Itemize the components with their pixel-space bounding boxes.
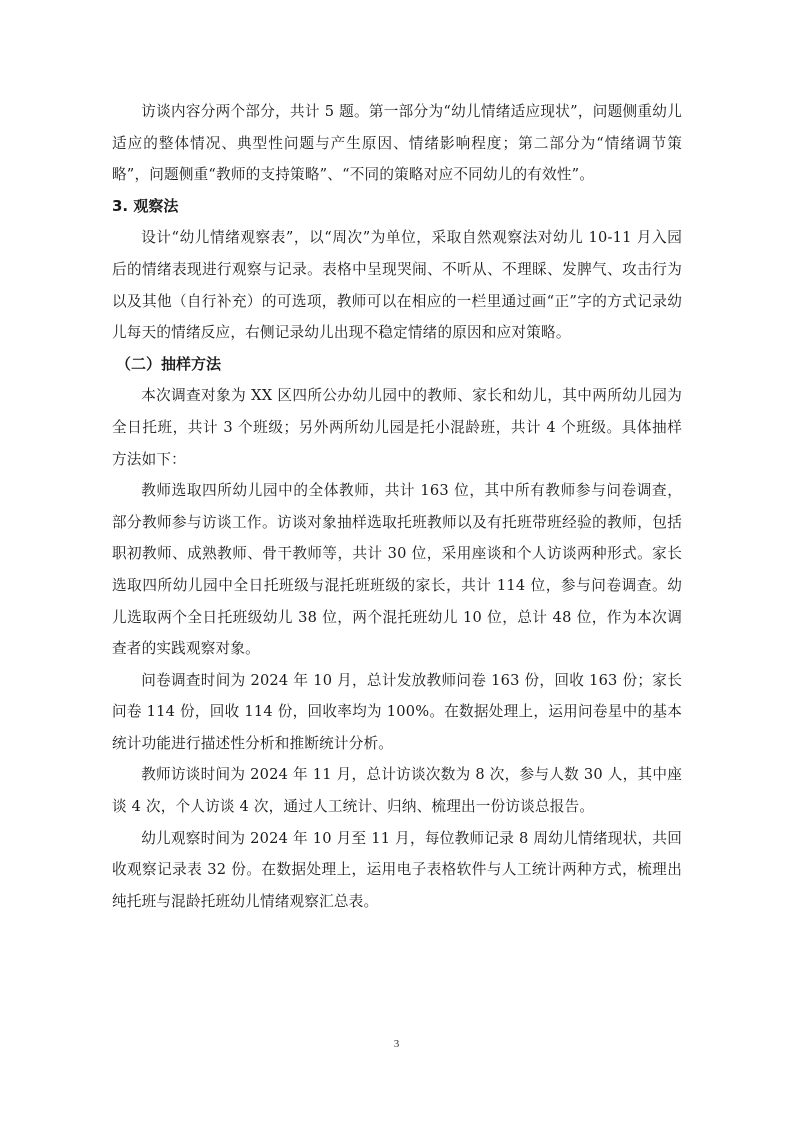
paragraph-teacher-sampling: 教师选取四所幼儿园中的全体教师，共计 163 位，其中所有教师参与问卷调查，部分教师参与访谈工作。访谈对象抽样选取托班教师以及有托班带班经验的教师，包括职初教师、成熟教师、骨干教师等，共计 30 位，采用座谈和个人访谈两种形式。家长选取四所幼儿园中全日托班级与混托班班级的家长，共计 114 位，参与问卷调查。幼儿选取两个全日托班级幼儿 38 位，两个混托班幼儿 10 位，总计 48 位，作为本次调查者的实践观察对象。 [112, 482, 682, 658]
paragraph-observation-table: 设计“幼儿情绪观察表”，以“周次”为单位，采取自然观察法对幼儿 10-11 月入园后的情绪表现进行观察与记录。表格中呈现哭闹、不听从、不理睬、发脾气、攻击行为以及其他（自行补充）的可选项，教师可以在相应的一栏里通过画“正”字的方式记录幼儿每天的情绪反应，右侧记录幼儿出现不稳定情绪的原因和应对策略。 [112, 229, 682, 342]
paragraph-interview-content: 访谈内容分两个部分，共计 5 题。第一部分为“幼儿情绪适应现状”，问题侧重幼儿适应的整体情况、典型性问题与产生原因、情绪影响程度；第二部分为“情绪调节策略”，问题侧重“教师的支持策略”、“不同的策略对应不同幼儿的有效性”。 [112, 103, 682, 184]
paragraph-interview-time: 教师访谈时间为 2024 年 11 月，总计访谈次数为 8 次，参与人数 30 人，其中座谈 4 次，个人访谈 4 次，通过人工统计、归纳、梳理出一份访谈总报告。 [112, 766, 682, 816]
paragraph-survey-subjects: 本次调查对象为 XX 区四所公办幼儿园中的教师、家长和幼儿，其中两所幼儿园为全日托班，共计 3 个班级；另外两所幼儿园是托小混龄班，共计 4 个班级。具体抽样方法如下： [112, 387, 682, 468]
heading-observation-method: 3. 观察法 [112, 196, 179, 215]
document-body [112, 96, 682, 917]
paragraph-observation-time: 幼儿观察时间为 2024 年 10 月至 11 月，每位教师记录 8 周幼儿情绪现状，共回收观察记录表 32 份。在数据处理上，运用电子表格软件与人工统计两种方式，梳理出纯托班与混龄托班幼儿情绪观察汇总表。 [112, 829, 682, 910]
paragraph-questionnaire-time: 问卷调查时间为 2024 年 10 月，总计发放教师问卷 163 份，回收 163 份；家长问卷 114 份，回收 114 份，回收率均为 100%。在数据处理上，运用问卷星中的基本统计功能进行描述性分析和推断统计分析。 [112, 671, 682, 752]
page-number: 3 [393, 1038, 400, 1050]
heading-sampling-method: （二）抽样方法 [116, 354, 222, 373]
